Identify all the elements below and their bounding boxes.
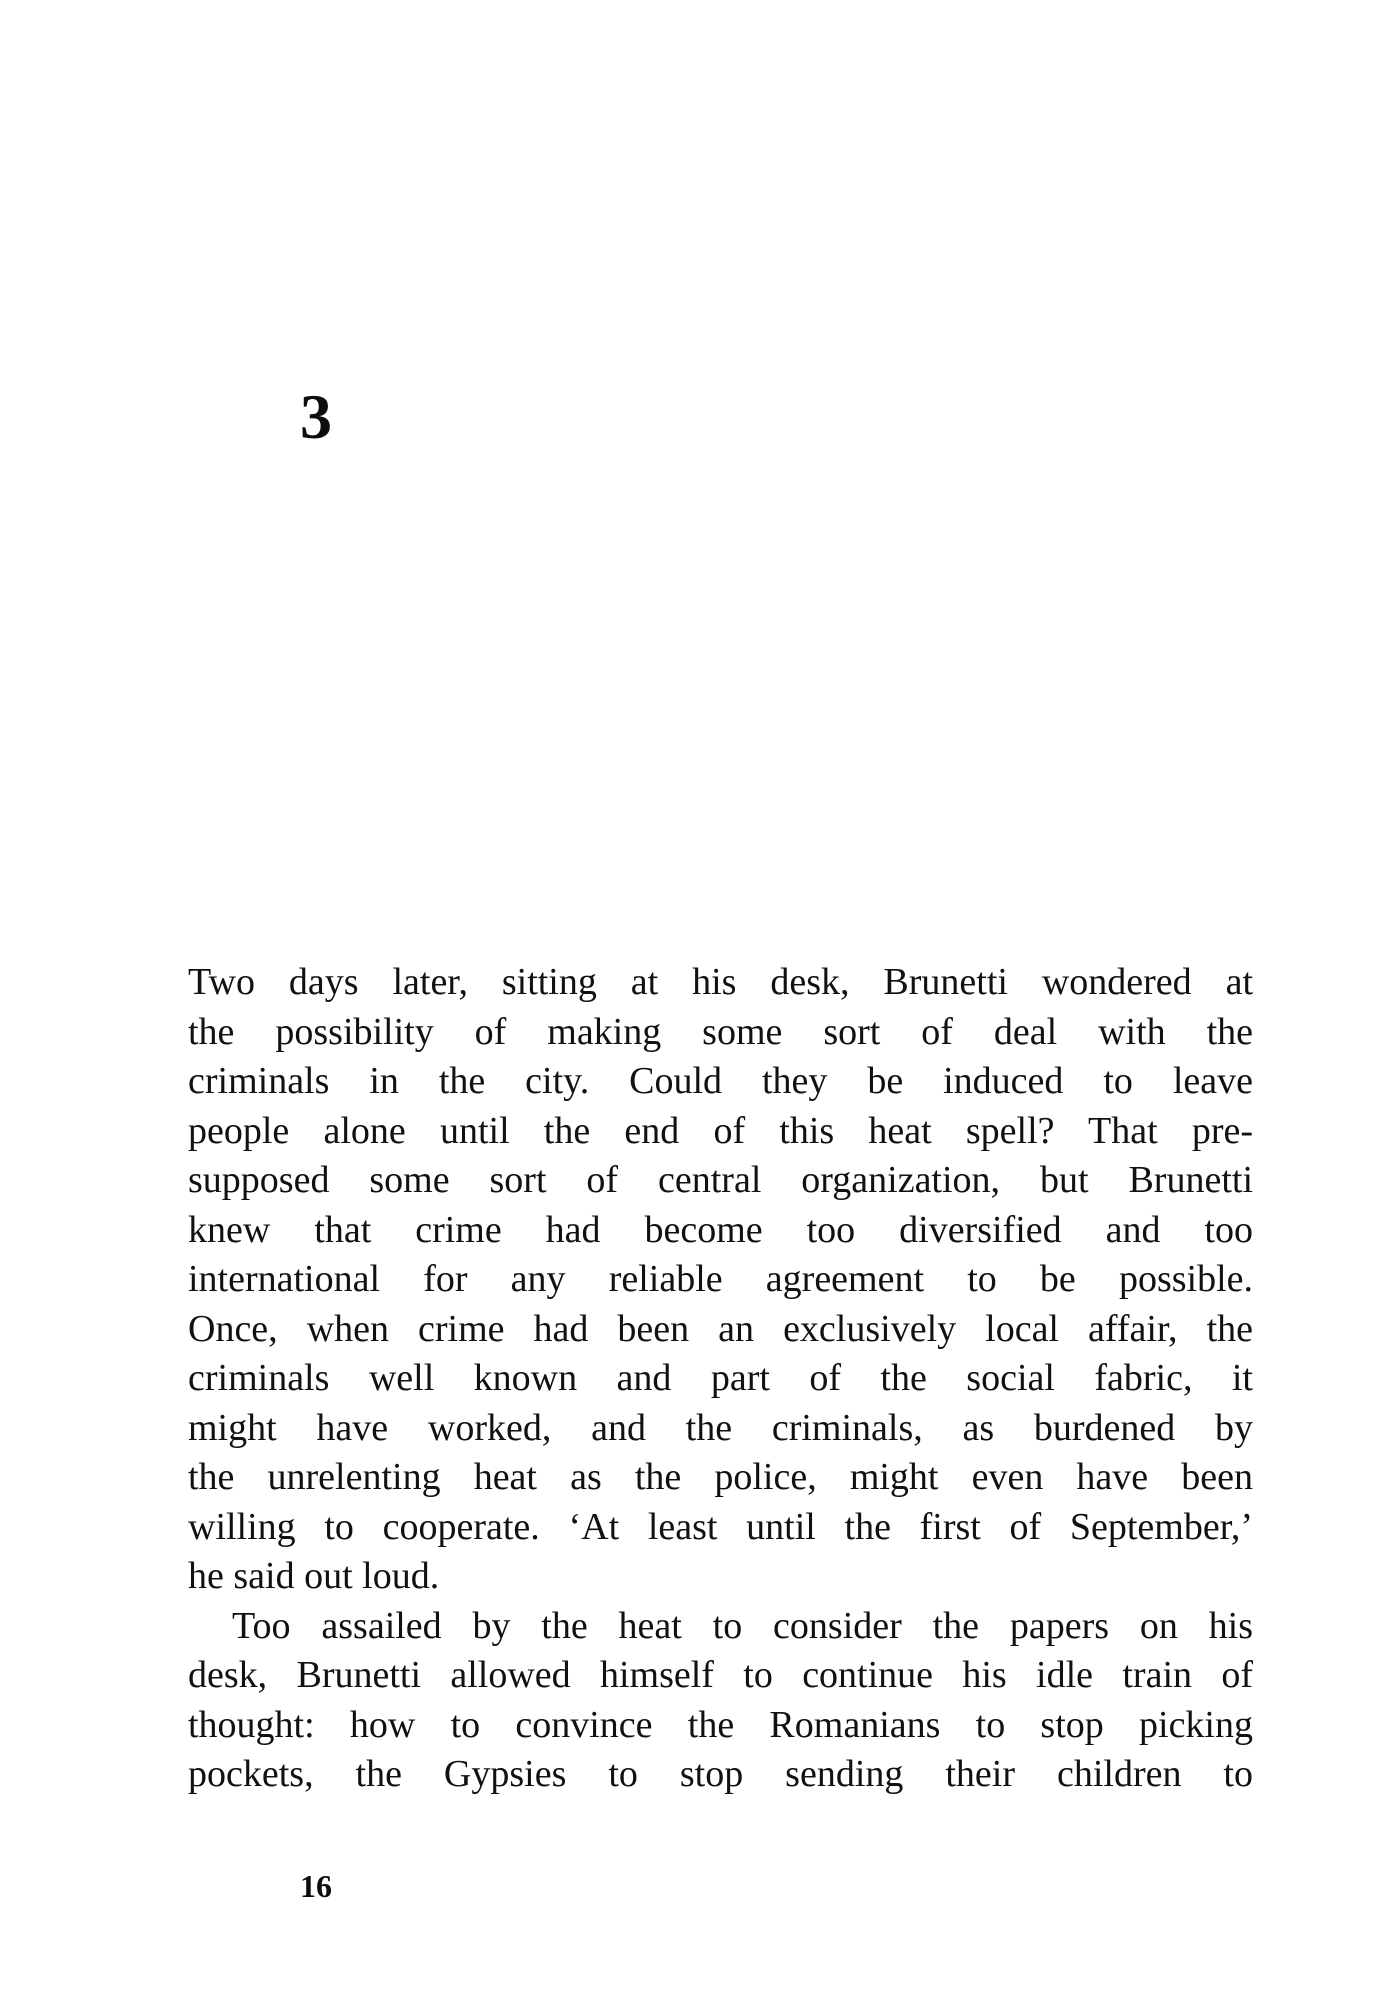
chapter-number: 3	[300, 381, 332, 452]
text-line: people alone until the end of this heat spell? That pre-	[188, 1109, 1253, 1152]
text-line: willing to cooperate. ‘At least until the first of September,’	[188, 1505, 1253, 1548]
body-text	[188, 958, 1253, 1800]
text-line: might have worked, and the criminals, as burdened by	[188, 1406, 1253, 1449]
text-line: Once, when crime had been an exclusively local affair, the	[188, 1307, 1253, 1350]
text-line: thought: how to convince the Romanians to stop picking	[188, 1703, 1253, 1746]
text-line: criminals in the city. Could they be induced to leave	[188, 1060, 1253, 1102]
paragraph	[188, 1602, 1253, 1800]
text-line: knew that crime had become too diversified and too	[188, 1208, 1253, 1251]
text-line: the unrelenting heat as the police, might even have been	[188, 1456, 1253, 1498]
text-line: international for any reliable agreement to be possible.	[188, 1258, 1253, 1300]
text-line: Two days later, sitting at his desk, Brunetti wondered at	[188, 961, 1253, 1003]
paragraph	[188, 958, 1253, 1602]
text-line: the possibility of making some sort of deal with the	[188, 1010, 1253, 1053]
text-line: supposed some sort of central organization, but Brunetti	[188, 1159, 1253, 1201]
text-line: criminals well known and part of the social fabric, it	[188, 1357, 1253, 1399]
page-number: 16	[300, 1868, 332, 1904]
text-line: desk, Brunetti allowed himself to continue his idle train of	[188, 1654, 1253, 1696]
text-line: pockets, the Gypsies to stop sending their children to	[188, 1753, 1253, 1795]
text-line: Too assailed by the heat to consider the papers on his	[232, 1604, 1253, 1647]
text-line: he said out loud.	[188, 1555, 440, 1597]
